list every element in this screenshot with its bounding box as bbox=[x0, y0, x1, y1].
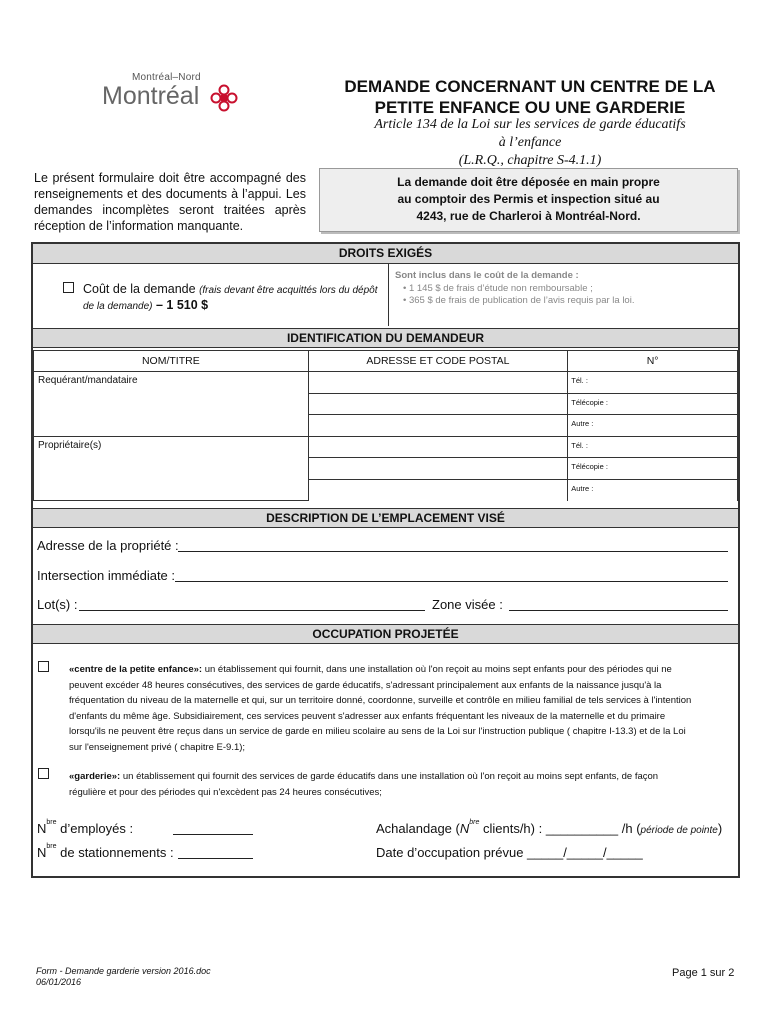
intersection-field[interactable] bbox=[175, 581, 728, 582]
requester-address-cell[interactable] bbox=[308, 372, 568, 394]
requester-fax-cell[interactable]: Télécopie : bbox=[568, 393, 738, 415]
cost-text: Coût de la demande (frais devant être acquittés lors du dépôt de la demande) – 1 510 $ bbox=[83, 282, 378, 312]
parking-label: $N^{bre}$ de stationnements : bbox=[37, 843, 174, 860]
owner-fax-cell[interactable]: Télécopie : bbox=[568, 458, 738, 480]
fees-included-cell bbox=[388, 264, 738, 326]
occupation-date-label[interactable]: Date d’occupation prévue _____/_____/_____ bbox=[376, 845, 643, 860]
property-address-label: Adresse de la propriété : bbox=[37, 538, 179, 553]
owner-address-cell[interactable] bbox=[308, 479, 568, 501]
section-identification-header: IDENTIFICATION DU DEMANDEUR bbox=[33, 328, 738, 348]
page-number: Page 1 sur 2 bbox=[672, 967, 735, 979]
included-title: Sont inclus dans le coût de la demande : bbox=[395, 270, 579, 281]
employees-field[interactable] bbox=[173, 834, 253, 835]
section-location-header: DESCRIPTION DE L’EMPLACEMENT VISÉ bbox=[33, 508, 738, 528]
owner-name-cell[interactable]: Propriétaire(s) bbox=[34, 436, 309, 501]
montreal-logo bbox=[100, 72, 250, 120]
owner-address-cell[interactable] bbox=[308, 458, 568, 480]
requester-tel-cell[interactable]: Tél. : bbox=[568, 372, 738, 394]
requester-name-cell[interactable]: Requérant/mandataire bbox=[34, 372, 309, 437]
identification-table bbox=[33, 350, 738, 501]
lots-label: Lot(s) : bbox=[37, 597, 78, 612]
col-number-header: N° bbox=[568, 351, 738, 372]
form-subtitle: Article 134 de la Loi sur les services de garde éducatifs à l’enfance (L.R.Q., chapitre S-4.1.1) bbox=[374, 117, 686, 168]
traffic-label[interactable]: Achalandage ($N^{bre}$ clients/h) : __________ /h (période de pointe) bbox=[376, 819, 723, 836]
col-name-header: NOM/TITRE bbox=[34, 351, 309, 372]
garderie-definition: «garderie»: un établissement qui fournit des services de garde éducatifs dans une installation où l'on reçoit au moins sept enfants, de façon régulière et pour des périodes qui n'excèdent pas 24 heures consécutives; bbox=[69, 771, 659, 798]
property-address-field[interactable] bbox=[178, 551, 728, 552]
deposit-notice: La demande doit être déposée en main propre au comptoir des Permis et inspection situé au 4243, rue de Charleroi à Montréal-Nord. bbox=[319, 168, 738, 232]
owner-tel-cell[interactable]: Tél. : bbox=[568, 436, 738, 458]
intersection-label: Intersection immédiate : bbox=[37, 568, 176, 583]
cost-checkbox[interactable] bbox=[63, 282, 74, 293]
owner-other-cell[interactable]: Autre : bbox=[568, 479, 738, 501]
cpe-checkbox[interactable] bbox=[38, 661, 49, 672]
form-title: DEMANDE CONCERNANT UN CENTRE DE LA PETITE ENFANCE OU UNE GARDERIE bbox=[344, 77, 716, 117]
zone-field[interactable] bbox=[509, 610, 728, 611]
garderie-checkbox[interactable] bbox=[38, 768, 49, 779]
fees-cost-cell bbox=[33, 264, 388, 326]
col-address-header: ADRESSE ET CODE POSTAL bbox=[308, 351, 568, 372]
included-list bbox=[395, 283, 738, 308]
section-occupation-header: OCCUPATION PROJETÉE bbox=[33, 624, 738, 644]
section-fees-header: DROITS EXIGÉS bbox=[33, 244, 738, 264]
form-frame bbox=[31, 242, 740, 878]
owner-address-cell[interactable] bbox=[308, 436, 568, 458]
included-item: • 365 $ de frais de publication de l’avis requis par la loi. bbox=[403, 295, 738, 308]
parking-field[interactable] bbox=[178, 858, 253, 859]
zone-label: Zone visée : bbox=[432, 597, 503, 612]
requester-other-cell[interactable]: Autre : bbox=[568, 415, 738, 437]
intro-text: Le présent formulaire doit être accompagné des renseignements et des documents à l’appui. Les demandes incomplètes seront traitées après réception de l’information manquante. bbox=[34, 171, 306, 233]
rosette-icon bbox=[210, 84, 238, 112]
cpe-definition: «centre de la petite enfance»: un établissement qui fournit, dans une installation où l'on reçoit au moins sept enfants pour des périodes qui ne peuvent excéder 48 heures consécutives, des services de garde éducatifs, s'adressant principalement aux enfants de la naissance jusqu'à la fréquentation du niveau de la maternelle et qui, sur un territoire donné, coordonne, surveille et contrôle en milieu familial de tels services à l'intention d'enfants du même âge. Subsidiairement, ces services peuvent s'adresser aux enfants fréquentant les niveaux de la maternelle et du primaire lorsqu'ils ne peuvent être reçus dans un service de garde en milieu scolaire au sens de la Loi sur l'instruction publique ( chapitre I-13.3) et de la Loi sur l'enseignement privé ( chapitre E-9.1); bbox=[69, 664, 692, 753]
footer-form-info: Form - Demande garderie version 2016.doc 06/01/2016 bbox=[36, 966, 211, 987]
included-item: • 1 145 $ de frais d’étude non remboursable ; bbox=[403, 283, 738, 296]
lots-field[interactable] bbox=[79, 610, 425, 611]
requester-address-cell[interactable] bbox=[308, 415, 568, 437]
logo-borough: Montréal–Nord bbox=[132, 72, 201, 83]
logo-city: Montréal bbox=[102, 82, 200, 110]
employees-label: $N^{bre}$ d’employés : bbox=[37, 819, 134, 836]
requester-address-cell[interactable] bbox=[308, 393, 568, 415]
